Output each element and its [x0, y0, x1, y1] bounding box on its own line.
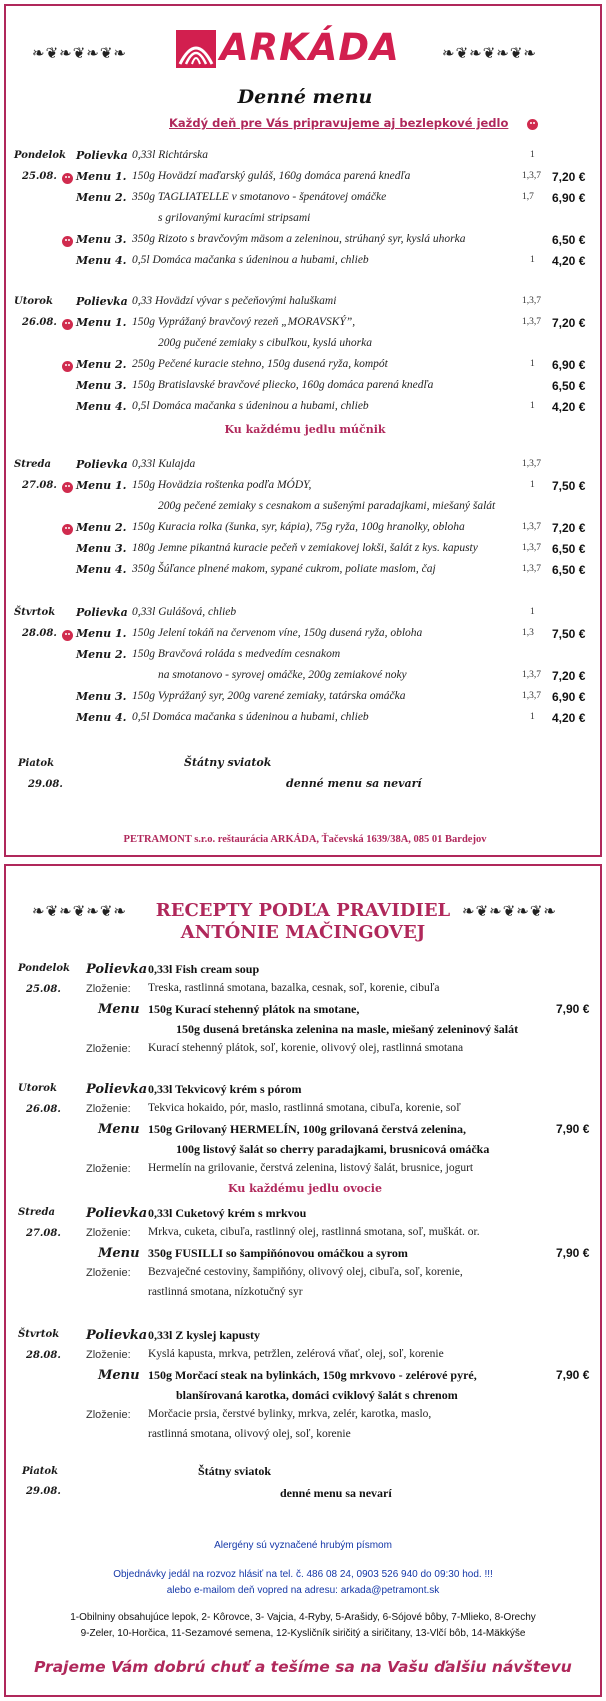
allergen-note: Alergény sú vyznačené hrubým písmom — [214, 1540, 392, 1551]
day-name: Pondelok — [18, 963, 70, 974]
dish-description: 150g Kuracia rolka (šunka, syr, kápia), 75g ryža, 100g hranolky, obloha — [132, 521, 465, 533]
allergen-codes: 1 — [530, 607, 535, 617]
menu-label: Menu 1. — [76, 316, 127, 329]
day-name: Štvrtok — [14, 607, 56, 618]
gluten-free-smiley-icon — [62, 482, 73, 493]
gluten-free-subtitle: Každý deň pre Vás pripravujeme aj bezlepkové jedlo — [169, 116, 509, 130]
day-name: Štvrtok — [18, 1329, 60, 1340]
allergen-codes: 1 — [530, 401, 535, 411]
dish-description: 200g pečené zemiaky s cesnakom a sušenými paradajkami, miešaný šalát — [158, 500, 496, 512]
dish-price: 7,20 € — [552, 669, 586, 683]
dish-description: 350g Šúľance plnené makom, sypané cukrom, poliate maslom, čaj — [132, 563, 436, 575]
day-name: Streda — [14, 459, 51, 470]
allergen-codes: 1,3,7 — [522, 543, 541, 553]
dish-price: 6,50 € — [552, 379, 586, 393]
gluten-free-smiley-icon — [62, 319, 73, 330]
menu-label: Menu — [98, 1002, 140, 1017]
menu-label: Menu 1. — [76, 170, 127, 183]
allergen-codes: 1,3,7 — [522, 670, 541, 680]
menu-label: Menu 3. — [76, 542, 127, 555]
gluten-free-smiley-icon — [62, 236, 73, 247]
dish-price: 4,20 € — [552, 254, 586, 268]
allergen-codes: 1,3,7 — [522, 317, 541, 327]
closing-message: Prajeme Vám dobrú chuť a tešíme sa na Vašu ďalšiu návštevu — [34, 1658, 572, 1676]
allergen-legend-1: 1-Obilniny obsahujúce lepok, 2- Kôrovce, 3- Vajcia, 4-Ryby, 5-Arašidy, 6-Sójové bôby, 7-Mlieko, 8-Orechy — [70, 1612, 536, 1623]
menu-label: Menu — [98, 1368, 140, 1383]
composition-label: Zloženie: — [86, 1267, 131, 1279]
dish-description: na smotanovo - syrovej omáčke, 200g zemiakové noky — [158, 669, 407, 681]
holiday-note: denné menu sa nevarí — [286, 777, 422, 790]
composition-label: Zloženie: — [86, 1409, 131, 1421]
day-name: Utorok — [14, 296, 53, 307]
menu-label: Menu 2. — [76, 358, 127, 371]
menu-line-1: 150g Grilovaný HERMELÍN, 100g grilovaná čerstvá zelenina, — [148, 1122, 466, 1136]
menu-label: Menu 4. — [76, 400, 127, 413]
day-name-friday: Piatok — [18, 758, 55, 769]
day-date: 26.08. — [26, 1104, 61, 1115]
composition-label: Zloženie: — [86, 1349, 131, 1361]
allergen-codes: 1,3,7 — [522, 171, 541, 181]
dish-description: 150g Vyprážaný syr, 200g varené zemiaky, tatárska omáčka — [132, 690, 406, 702]
dessert-note: Ku každému jedlu múčnik — [224, 423, 386, 436]
menu-label: Menu 2. — [76, 191, 127, 204]
allergen-codes: 1,3,7 — [522, 296, 541, 306]
gluten-free-smiley-icon — [62, 173, 73, 184]
composition-label: Zloženie: — [86, 983, 131, 995]
day-date: 25.08. — [22, 171, 57, 182]
menu-label: Menu 1. — [76, 479, 127, 492]
fruit-note: Ku každému jedlu ovocie — [228, 1182, 382, 1195]
allergen-codes: 1 — [530, 359, 535, 369]
brand-name: ARKÁDA — [220, 26, 400, 69]
day-date: 25.08. — [26, 984, 61, 995]
gluten-free-smiley-icon — [62, 630, 73, 641]
menu-label: Menu 2. — [76, 521, 127, 534]
restaurant-address: PETRAMONT s.r.o. reštaurácia ARKÁDA, Ťačevská 1639/38A, 085 01 Bardejov — [123, 834, 487, 845]
menu-composition-cont: rastlinná smotana, olivový olej, soľ, korenie — [148, 1428, 351, 1440]
page-title: Denné menu — [237, 86, 373, 108]
soup-name: 0,33l Fish cream soup — [148, 962, 260, 976]
composition-label: Zloženie: — [86, 1043, 131, 1055]
dish-price: 6,90 € — [552, 358, 586, 372]
gluten-free-smiley-icon — [62, 524, 73, 535]
dish-description: 150g Bratislavské bravčové pliecko, 160g domáca parená knedľa — [132, 379, 434, 391]
menu-label: Menu 3. — [76, 379, 127, 392]
left-ornament: ❧❦❧❦❧❦❧ — [32, 46, 127, 62]
dish-price: 7,50 € — [552, 627, 586, 641]
menu-line-1: 150g Morčací steak na bylinkách, 150g mrkvovo - zelérové pyré, — [148, 1368, 477, 1382]
allergen-codes: 1,3,7 — [522, 564, 541, 574]
dish-description: 0,33 Hovädzí vývar s pečeňovými haluškami — [132, 295, 337, 307]
menu-price: 7,90 € — [556, 1246, 590, 1260]
dish-description: 150g Bravčová roláda s medvedím cesnakom — [132, 648, 341, 660]
dish-description: 150g Vyprážaný bravčový rezeň „MORAVSKÝ”, — [132, 316, 356, 328]
menu-label: Menu 4. — [76, 711, 127, 724]
soup-composition: Tekvica hokaido, pór, maslo, rastlinná smotana, cibuľa, korenie, soľ — [148, 1102, 461, 1114]
holiday-label: Štátny sviatok — [184, 756, 272, 769]
menu-label: Menu 3. — [76, 233, 127, 246]
soup-label: Polievka — [86, 1082, 148, 1097]
allergen-codes: 1 — [530, 150, 535, 160]
holiday-label: Štátny sviatok — [198, 1464, 272, 1478]
menu-line-1: 350g FUSILLI so šampiňónovou omáčkou a syrom — [148, 1246, 408, 1260]
day-name: Streda — [18, 1207, 55, 1218]
soup-composition: Treska, rastlinná smotana, bazalka, cesnak, soľ, korenie, cibuľa — [148, 982, 440, 994]
allergen-codes: 1,7 — [522, 192, 534, 202]
dish-description: 350g TAGLIATELLE v smotanovo - špenátovej omáčke — [132, 191, 387, 203]
menu-label: Polievka — [76, 149, 128, 162]
soup-label: Polievka — [86, 1328, 148, 1343]
dish-description: 350g Rizoto s bravčovým mäsom a zeleninou, strúhaný syr, kyslá uhorka — [132, 233, 466, 245]
dish-description: 0,5l Domáca mačanka s údeninou a hubami, chlieb — [132, 400, 369, 412]
dish-description: 0,5l Domáca mačanka s údeninou a hubami, chlieb — [132, 711, 369, 723]
allergen-codes: 1 — [530, 712, 535, 722]
arkada-logo — [176, 26, 416, 74]
composition-label: Zloženie: — [86, 1227, 131, 1239]
menu-label: Menu — [98, 1122, 140, 1137]
right-ornament: ❧❦❧❦❧❦❧ — [462, 904, 557, 920]
dish-description: 0,33l Kulajda — [132, 458, 196, 470]
arch-logo-icon — [176, 30, 216, 68]
menu-label: Menu — [98, 1246, 140, 1261]
dish-description: 150g Hovädzia roštenka podľa MÓDY, — [132, 479, 312, 491]
menu-composition-cont: rastlinná smotana, nízkotučný syr — [148, 1286, 303, 1298]
dish-price: 7,20 € — [552, 316, 586, 330]
day-date: 28.08. — [22, 628, 57, 639]
recipes-page — [4, 864, 602, 1697]
recipes-title-line1: RECEPTY PODĽA PRAVIDIEL — [155, 900, 451, 921]
soup-name: 0,33l Z kyslej kapusty — [148, 1328, 261, 1342]
day-date: 28.08. — [26, 1350, 61, 1361]
daily-menu-page — [4, 4, 602, 857]
menu-price: 7,90 € — [556, 1002, 590, 1016]
menu-label: Menu 3. — [76, 690, 127, 703]
allergen-codes: 1,3,7 — [522, 459, 541, 469]
day-name: Pondelok — [14, 150, 66, 161]
gluten-free-smiley-icon — [62, 361, 73, 372]
composition-label: Zloženie: — [86, 1163, 131, 1175]
dish-price: 6,50 € — [552, 542, 586, 556]
allergen-codes: 1,3,7 — [522, 522, 541, 532]
gluten-free-smiley-icon — [527, 119, 538, 130]
day-date: 26.08. — [22, 317, 57, 328]
day-name: Utorok — [18, 1083, 57, 1094]
day-date-friday: 29.08. — [26, 1486, 61, 1497]
dish-price: 4,20 € — [552, 400, 586, 414]
menu-label: Polievka — [76, 606, 128, 619]
soup-name: 0,33l Cuketový krém s mrkvou — [148, 1206, 307, 1220]
menu-composition: Hermelín na grilovanie, čerstvá zelenina, listový šalát, brusnice, jogurt — [148, 1162, 474, 1174]
day-date: 27.08. — [22, 480, 57, 491]
dish-description: 0,5l Domáca mačanka s údeninou a hubami, chlieb — [132, 254, 369, 266]
menu-composition: Morčacie prsia, čerstvé bylinky, mrkva, zelér, karotka, maslo, — [148, 1408, 432, 1420]
menu-composition: Kurací stehenný plátok, soľ, korenie, olivový olej, rastlinná smotana — [148, 1042, 464, 1054]
soup-label: Polievka — [86, 962, 148, 977]
dish-description: s grilovanými kuracími stripsami — [158, 212, 311, 224]
soup-composition: Kyslá kapusta, mrkva, petržlen, zelérová vňať, olej, soľ, korenie — [148, 1348, 444, 1360]
menu-price: 7,90 € — [556, 1122, 590, 1136]
dish-price: 4,20 € — [552, 711, 586, 725]
dish-description: 200g pučené zemiaky s cibuľkou, kyslá uhorka — [158, 337, 372, 349]
allergen-legend-2: 9-Zeler, 10-Horčica, 11-Sezamové semena, 12-Kysličník siričitý a siričitany, 13-Vlčí bôb, 14-Mäkkýše — [80, 1628, 526, 1639]
allergen-codes: 1,3 — [522, 628, 534, 638]
dish-description: 150g Hovädzí maďarský guláš, 160g domáca parená knedľa — [132, 170, 411, 182]
order-info-phone: Objednávky jedál na rozvoz hlásiť na tel. č. 486 08 24, 0903 526 940 do 09:30 hod. !!! — [113, 1569, 493, 1580]
allergen-codes: 1 — [530, 255, 535, 265]
day-date-friday: 29.08. — [28, 779, 63, 790]
day-date: 27.08. — [26, 1228, 61, 1239]
menu-composition: Bezvaječné cestoviny, šampiňóny, olivový olej, cibuľa, soľ, korenie, — [148, 1266, 463, 1278]
dish-description: 150g Jelení tokáň na červenom víne, 150g dusená ryža, obloha — [132, 627, 423, 639]
menu-line-1: 150g Kurací stehenný plátok na smotane, — [148, 1002, 360, 1016]
soup-name: 0,33l Tekvicový krém s pórom — [148, 1082, 302, 1096]
order-info-email: alebo e-mailom deň vopred na adresu: arkada@petramont.sk — [166, 1585, 440, 1596]
dish-price: 6,90 € — [552, 690, 586, 704]
menu-line-2: 150g dusená bretánska zelenina na masle, miešaný zeleninový šalát — [176, 1022, 519, 1036]
allergen-codes: 1,3,7 — [522, 691, 541, 701]
menu-label: Menu 4. — [76, 563, 127, 576]
menu-label: Polievka — [76, 458, 128, 471]
day-name-friday: Piatok — [22, 1466, 59, 1477]
menu-price: 7,90 € — [556, 1368, 590, 1382]
left-ornament: ❧❦❧❦❧❦❧ — [32, 904, 127, 920]
dish-price: 6,50 € — [552, 233, 586, 247]
recipes-title-line2: ANTÓNIE MAČINGOVEJ — [180, 922, 426, 943]
dish-price: 7,50 € — [552, 479, 586, 493]
menu-line-2: blanšírovaná karotka, domáci cviklový šalát s chrenom — [176, 1388, 458, 1402]
dish-price: 6,50 € — [552, 563, 586, 577]
soup-composition: Mrkva, cuketa, cibuľa, rastlinný olej, rastlinná smotana, soľ, muškát. or. — [148, 1226, 480, 1238]
dish-description: 0,33l Richtárska — [132, 149, 209, 161]
dish-price: 7,20 € — [552, 170, 586, 184]
composition-label: Zloženie: — [86, 1103, 131, 1115]
dish-price: 7,20 € — [552, 521, 586, 535]
dish-price: 6,90 € — [552, 191, 586, 205]
menu-label: Menu 4. — [76, 254, 127, 267]
dish-description: 180g Jemne pikantná kuracie pečeň v zemiakovej lokši, šalát z kys. kapusty — [132, 542, 478, 554]
menu-label: Menu 2. — [76, 648, 127, 661]
menu-line-2: 100g listový šalát so cherry paradajkami, brusnicová omáčka — [176, 1142, 490, 1156]
right-ornament: ❧❦❧❦❧❦❧ — [442, 46, 537, 62]
allergen-codes: 1 — [530, 480, 535, 490]
dish-description: 0,33l Gulášová, chlieb — [132, 606, 237, 618]
menu-label: Polievka — [76, 295, 128, 308]
dish-description: 250g Pečené kuracie stehno, 150g dusená ryža, kompót — [132, 358, 388, 370]
menu-label: Menu 1. — [76, 627, 127, 640]
soup-label: Polievka — [86, 1206, 148, 1221]
holiday-note: denné menu sa nevarí — [280, 1486, 392, 1500]
